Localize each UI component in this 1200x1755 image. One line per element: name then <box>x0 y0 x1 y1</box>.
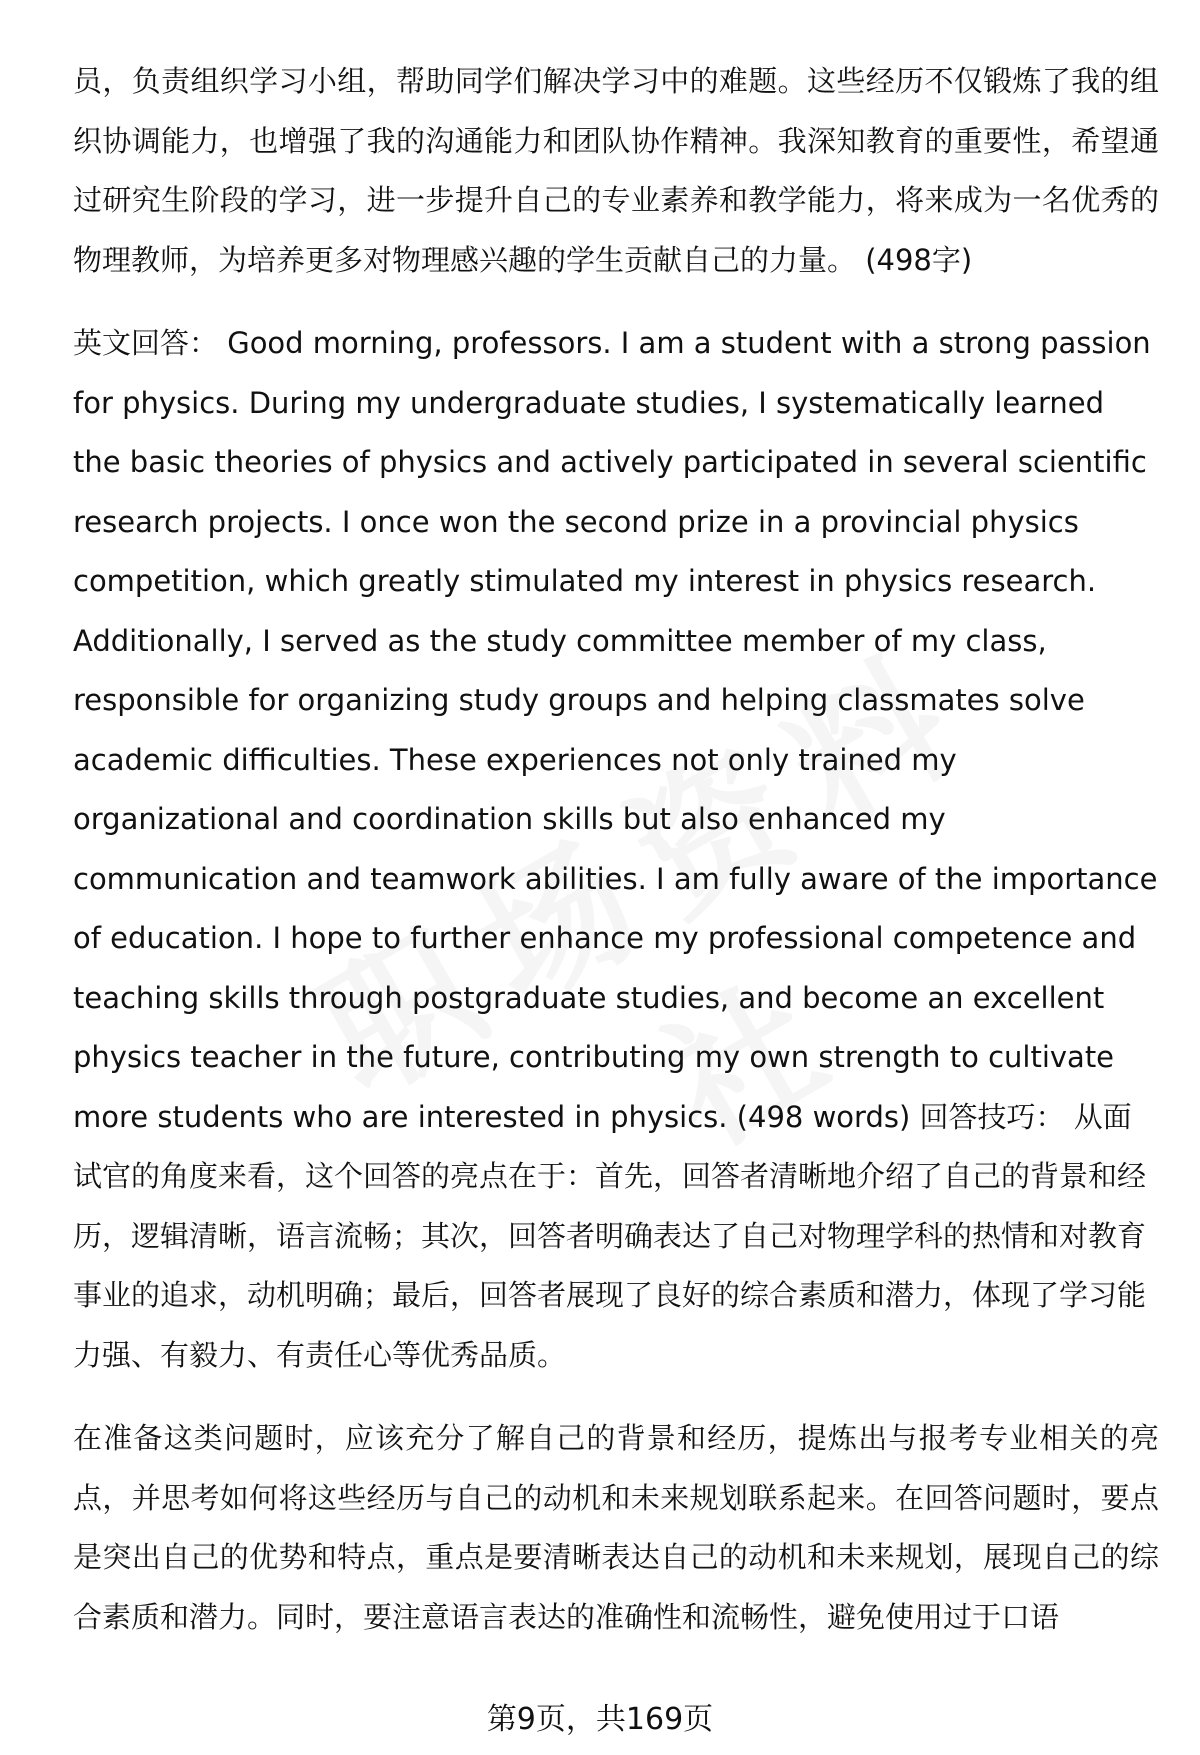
page-number-footer: 第9页，共169页 <box>486 1702 714 1737</box>
document-body <box>73 52 1159 1671</box>
paragraph-chinese-answer-end: 员，负责组织学习小组，帮助同学们解决学习中的难题。这些经历不仅锻炼了我的组织协调能力，也增强了我的沟通能力和团队协作精神。我深知教育的重要性，希望通过研究生阶段的学习，进一步提升自己的专业素养和教学能力，将来成为一名优秀的物理教师，为培养更多对物理感兴趣的学生贡献自己的力量。 (498字) <box>73 64 1159 277</box>
paragraph-english-answer: 英文回答： Good morning, professors. I am a student with a strong passion for physics. During my undergraduate studies, I systematically learned the basic theories of physics and actively participated in several scientific research projects. I once won the second prize in a provincial physics competition, which greatly stimulated my interest in physics research. Additionally, I served as the study committee member of my class, responsible for organizing study groups and helping classmates solve academic difficulties. These experiences not only trained my organizational and coordination skills but also enhanced my communication and teamwork abilities. I am fully aware of the importance of education. I hope to further enhance my professional competence and teaching skills through postgraduate studies, and become an excellent physics teacher in the future, contributing my own strength to cultivate more students who are interested in physics. (498 words) 回答技巧： 从面试官的角度来看，这个回答的亮点在于：首先，回答者清晰地介绍了自己的背景和经历，逻辑清晰，语言流畅；其次，回答者明确表达了自己对物理学科的热情和对教育事业的追求，动机明确；最后，回答者展现了良好的综合素质和潜力，体现了学习能力强、有毅力、有责任心等优秀品质。 <box>73 326 1158 1372</box>
paragraph-preparation-tips: 在准备这类问题时，应该充分了解自己的背景和经历，提炼出与报考专业相关的亮点，并思考如何将这些经历与自己的动机和未来规划联系起来。在回答问题时，要点是突出自己的优势和特点，重点是要清晰表达自己的动机和未来规划，展现自己的综合素质和潜力。同时，要注意语言表达的准确性和流畅性，避免使用过于口语 <box>73 1421 1159 1634</box>
